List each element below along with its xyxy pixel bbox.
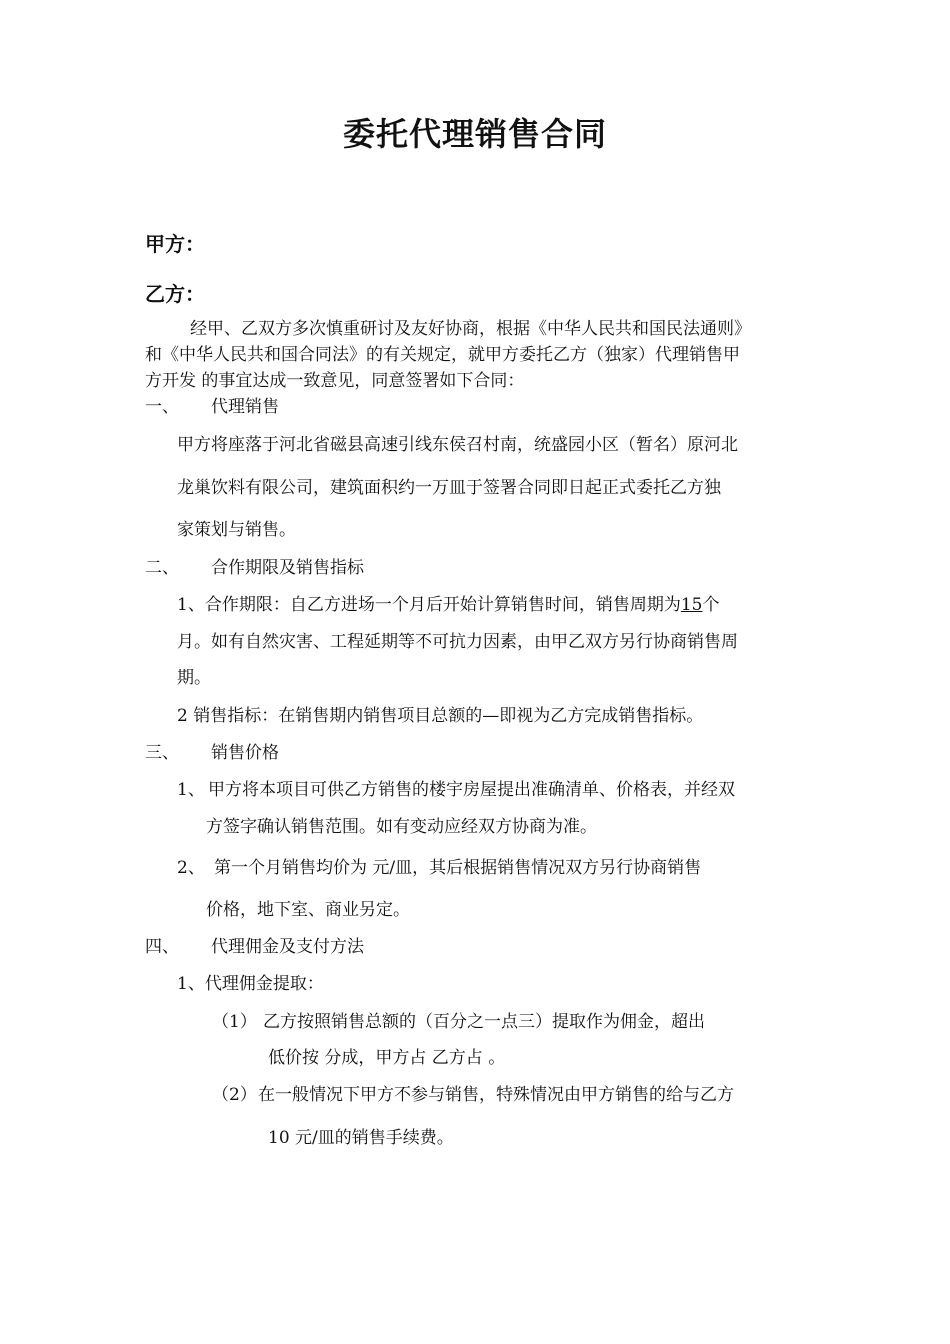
section-3-item-1 [177, 779, 735, 801]
section-4-heading [145, 936, 364, 958]
section-3-item-2-number: 2、 [177, 858, 205, 878]
section-1-title: 代理销售 [211, 397, 279, 417]
intro-line-1: 经甲、乙双方多次慎重研讨及友好协商，根据《中华人民共和国民法通则》 [190, 319, 751, 339]
section-2-heading [145, 557, 364, 579]
section-3-item-2-text: 第一个月销售均价为 元/皿，其后根据销售情况双方另行协商销售 [214, 858, 702, 878]
section-4-item-1: 1、代理佣金提取： [177, 974, 324, 994]
section-3-item-2-cont: 价格，地下室、商业另定。 [206, 900, 410, 920]
section-2-item-1 [177, 594, 719, 616]
contract-title: 委托代理销售合同 [342, 115, 607, 153]
section-4-number: 四、 [145, 937, 179, 957]
section-4-sub-2 [212, 1084, 734, 1106]
section-2-number: 二、 [145, 558, 179, 578]
section-1-line-3: 家策划与销售。 [177, 520, 296, 540]
section-2-title: 合作期限及销售指标 [211, 558, 364, 578]
section-3-item-1-number: 1、 [177, 780, 205, 800]
section-3-item-1-text: 甲方将本项目可供乙方销售的楼宇房屋提出准确清单、价格表，并经双 [208, 780, 735, 800]
intro-line-3: 方开发 的事宜达成一致意见，同意签署如下合同： [145, 371, 525, 391]
section-4-sub-2-text: 在一般情况下甲方不参与销售，特殊情况由甲方销售的给与乙方 [258, 1085, 734, 1105]
section-2-item-2: 2 销售指标：在销售期内销售项目总额的—即视为乙方完成销售指标。 [177, 706, 704, 726]
party-a-label: 甲方： [145, 232, 205, 256]
section-3-item-2 [177, 857, 701, 879]
section-4-sub-2-cont: 10 元/皿的销售手续费。 [268, 1128, 454, 1148]
section-3-item-1-cont: 方签字确认销售范围。如有变动应经双方协商为准。 [206, 817, 597, 837]
section-1-heading [145, 396, 279, 418]
section-4-sub-1-number: （1） [212, 1012, 257, 1032]
section-1-number: 一、 [145, 397, 179, 417]
intro-line-2: 和《中华人民共和国合同法》的有关规定，就甲方委托乙方（独家）代理销售甲 [145, 345, 740, 365]
section-4-sub-1-text: 乙方按照销售总额的（百分之一点三）提取作为佣金，超出 [263, 1012, 705, 1032]
section-1-line-2: 龙巢饮料有限公司，建筑面积约一万皿于签署合同即日起正式委托乙方独 [177, 478, 721, 498]
section-3-heading [145, 742, 279, 764]
section-3-title: 销售价格 [211, 743, 279, 763]
period-text: 1、合作期限：自乙方进场一个月后开始计算销售时间，销售周期为 [177, 595, 681, 615]
section-4-sub-1-cont: 低价按 分成，甲方占 乙方占 。 [268, 1048, 506, 1068]
section-1-line-1: 甲方将座落于河北省磁县高速引线东侯召村南，统盛园小区（暂名）原河北 [177, 435, 738, 455]
section-3-number: 三、 [145, 743, 179, 763]
section-4-sub-2-number: （2） [212, 1085, 257, 1105]
section-2-item-1-cont-1: 月。如有自然灾害、工程延期等不可抗力因素，由甲乙双方另行协商销售周 [177, 632, 738, 652]
party-b-label: 乙方： [145, 282, 205, 306]
section-4-title: 代理佣金及支付方法 [211, 937, 364, 957]
sales-period-value: 15 [680, 595, 703, 615]
section-4-sub-1 [212, 1011, 705, 1033]
period-unit: 个 [702, 595, 720, 615]
section-2-item-1-cont-2: 期。 [177, 668, 211, 688]
